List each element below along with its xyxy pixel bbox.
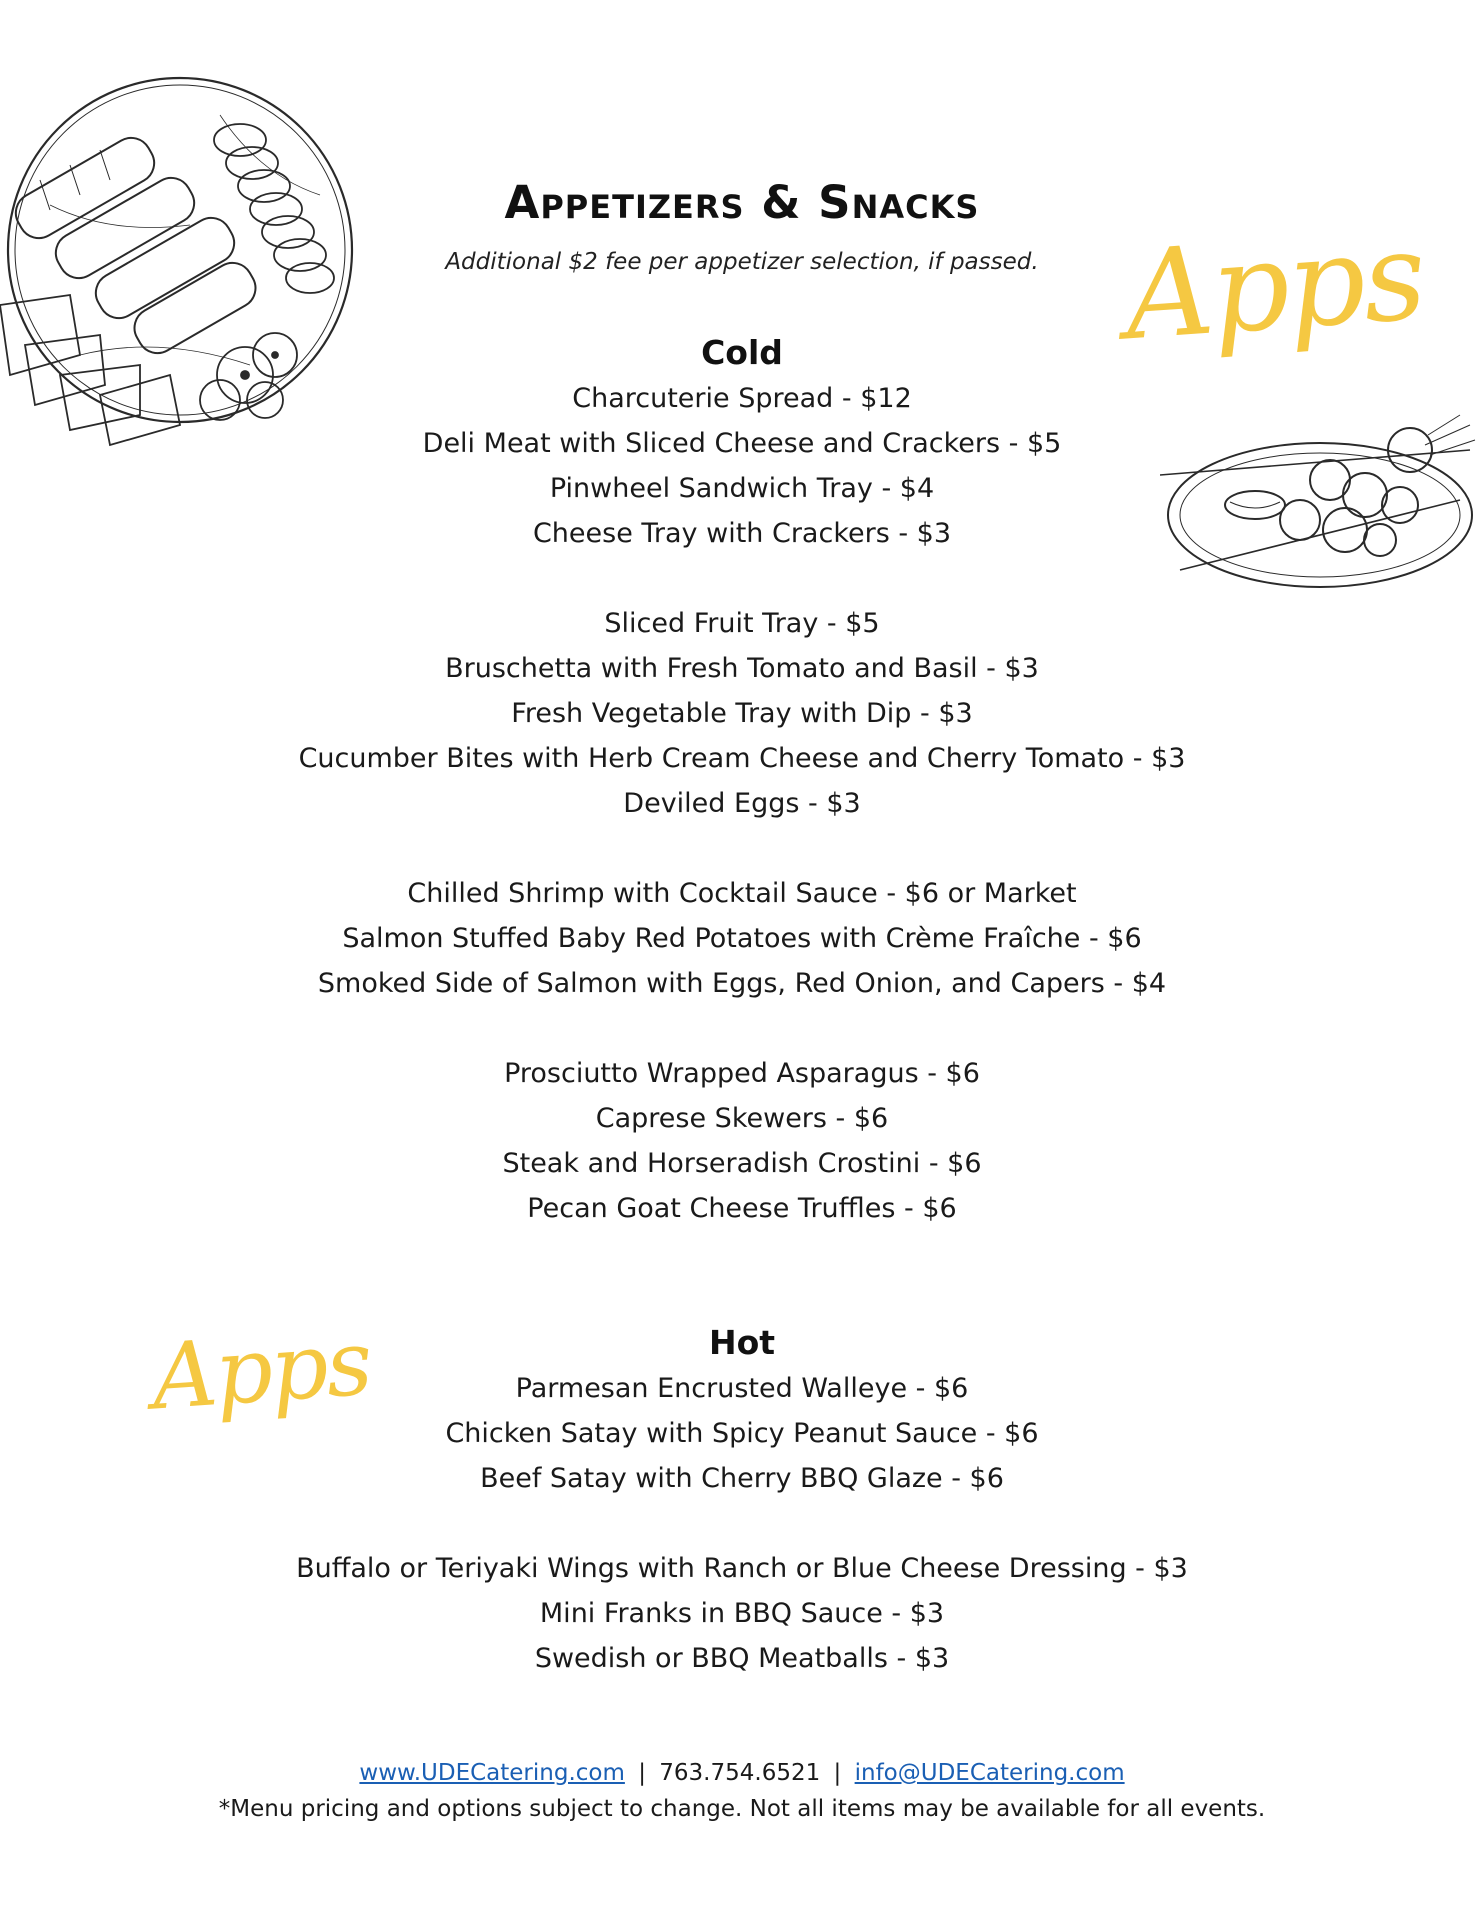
- menu-item: Chilled Shrimp with Cocktail Sauce - $6 or Market: [407, 878, 1077, 909]
- cold-group-1: [0, 376, 1484, 556]
- cold-heading: Cold: [701, 333, 783, 372]
- menu-item: Pecan Goat Cheese Truffles - $6: [527, 1193, 957, 1224]
- contact-line: [0, 1755, 1484, 1791]
- apps-script-decoration-top: Apps: [1120, 204, 1429, 368]
- hot-group-2: [0, 1546, 1484, 1681]
- website-link[interactable]: www.UDECatering.com: [359, 1760, 625, 1786]
- menu-item: Bruschetta with Fresh Tomato and Basil - $3: [445, 653, 1039, 684]
- hot-heading: Hot: [708, 1323, 776, 1362]
- apps-script-decoration-bottom: Apps: [148, 1310, 374, 1431]
- menu-item: Prosciutto Wrapped Asparagus - $6: [504, 1058, 980, 1089]
- menu-item: Smoked Side of Salmon with Eggs, Red Onion, and Capers - $4: [317, 968, 1167, 999]
- menu-item: Caprese Skewers - $6: [595, 1103, 889, 1134]
- cold-group-4: [0, 1051, 1484, 1231]
- menu-item: Deli Meat with Sliced Cheese and Crackers - $5: [422, 428, 1062, 459]
- disclaimer: *Menu pricing and options subject to change. Not all items may be available for all events.: [218, 1796, 1266, 1822]
- email-link[interactable]: info@UDECatering.com: [854, 1760, 1125, 1786]
- menu-item: Cheese Tray with Crackers - $3: [532, 518, 952, 549]
- menu-item: Buffalo or Teriyaki Wings with Ranch or Blue Cheese Dressing - $3: [296, 1553, 1188, 1584]
- phone-number: 763.754.6521: [659, 1760, 821, 1786]
- separator: |: [638, 1760, 646, 1786]
- menu-item: Chicken Satay with Spicy Peanut Sauce - $6: [445, 1418, 1039, 1449]
- menu-item: Mini Franks in BBQ Sauce - $3: [539, 1598, 945, 1629]
- page-title: Appetizers & Snacks: [504, 176, 980, 229]
- hot-section: [0, 1320, 1484, 1726]
- menu-item: Steak and Horseradish Crostini - $6: [502, 1148, 982, 1179]
- menu-item: Salmon Stuffed Baby Red Potatoes with Crème Fraîche - $6: [342, 923, 1142, 954]
- footer: [0, 1755, 1484, 1827]
- menu-item: Cucumber Bites with Herb Cream Cheese and Cherry Tomato - $3: [298, 743, 1186, 774]
- menu-item: Deviled Eggs - $3: [623, 788, 861, 819]
- menu-item: Charcuterie Spread - $12: [572, 383, 912, 414]
- menu-item: Fresh Vegetable Tray with Dip - $3: [511, 698, 973, 729]
- hot-group-1: [0, 1366, 1484, 1501]
- menu-item: Swedish or BBQ Meatballs - $3: [534, 1643, 950, 1674]
- separator: |: [833, 1760, 842, 1786]
- menu-item: Sliced Fruit Tray - $5: [604, 608, 880, 639]
- page-subtitle: Additional $2 fee per appetizer selection, if passed.: [445, 249, 1039, 275]
- cold-group-3: [0, 871, 1484, 1006]
- menu-item: Pinwheel Sandwich Tray - $4: [549, 473, 935, 504]
- menu-item: Beef Satay with Cherry BBQ Glaze - $6: [480, 1463, 1004, 1494]
- cold-group-2: [0, 601, 1484, 826]
- menu-item: Parmesan Encrusted Walleye - $6: [515, 1373, 969, 1404]
- cold-section: [0, 330, 1484, 1276]
